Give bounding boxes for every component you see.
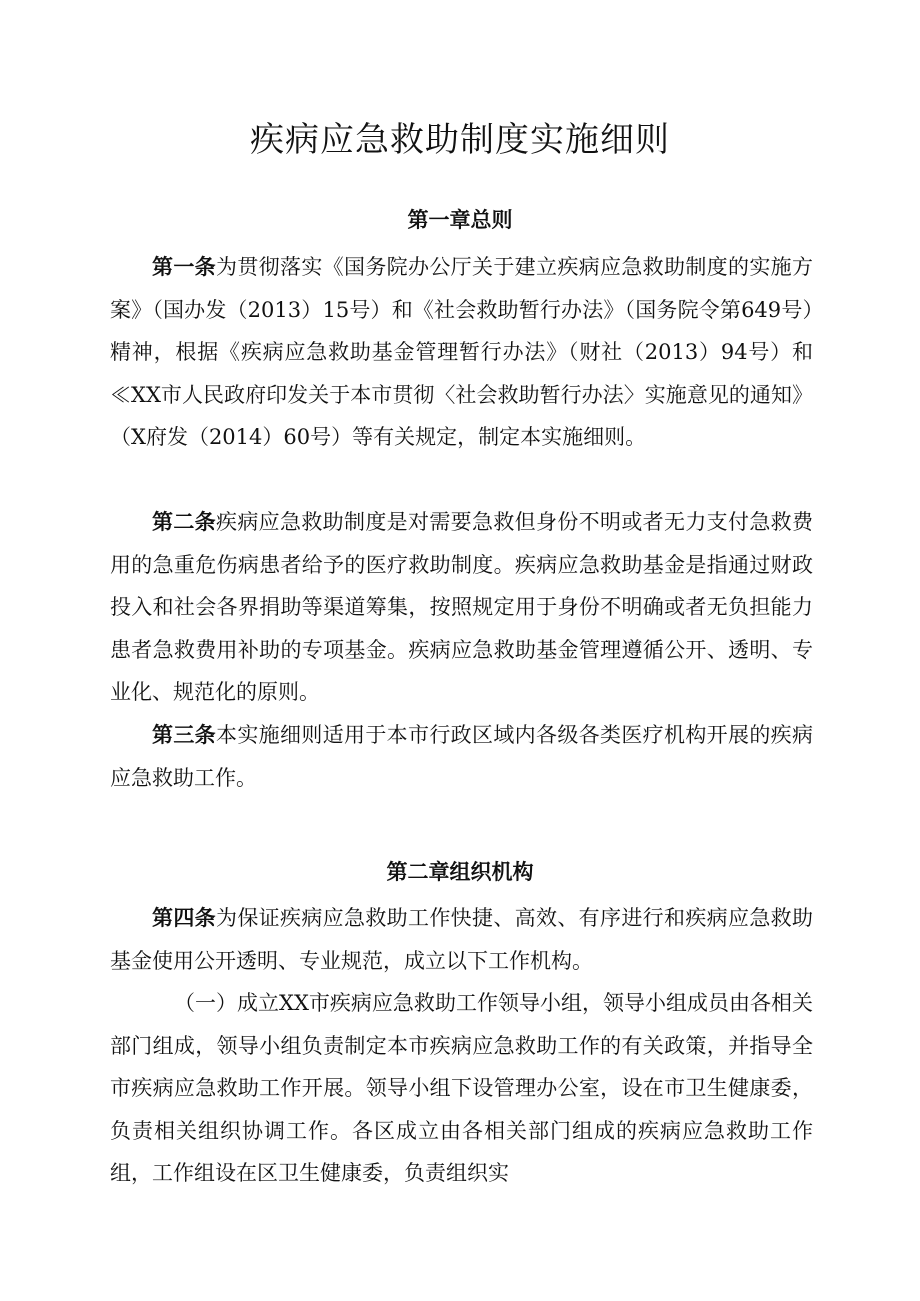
article-label: 第一条 [152, 254, 216, 279]
article-paragraph [110, 246, 813, 459]
article-paragraph [110, 714, 813, 799]
article-text: 为贯彻落实《国务院办公厅关于建立疾病应急救助制度的实施方案》（国办发（2013）15号）和《社会救助暂行办法》（国务院令第649号）精神，根据《疾病应急救助基金管理暂行办法》（财社（2013）94号）和≪XX市人民政府印发关于本市贯彻〈社会救助暂行办法〉实施意见的通知》（X府发（2014）60号）等有关规定，制定本实施细则。 [110, 255, 813, 450]
article-paragraph [110, 897, 813, 982]
document-title: 疾病应急救助制度实施细则 [250, 120, 670, 160]
article-text: 本实施细则适用于本市行政区域内各级各类医疗机构开展的疾病应急救助工作。 [110, 723, 813, 790]
article-label: 第四条 [152, 905, 216, 930]
list-item-paragraph: （一）成立XX市疾病应急救助工作领导小组，领导小组成员由各相关部门组成，领导小组负责制定本市疾病应急救助工作的有关政策，并指导全市疾病应急救助工作开展。领导小组下设管理办公室，设在市卫生健康委，负责相关组织协调工作。各区成立由各相关部门组成的疾病应急救助工作组，工作组设在区卫生健康委，负责组织实 [110, 991, 813, 1186]
chapter-heading: 第一章总则 [407, 207, 513, 232]
article-label: 第三条 [152, 722, 216, 747]
article-paragraph [110, 501, 813, 714]
article-label: 第二条 [152, 509, 216, 534]
chapter-heading: 第二章组织机构 [386, 859, 534, 884]
article-text: 疾病应急救助制度是对需要急救但身份不明或者无力支付急救费用的急重危伤病患者给予的医疗救助制度。疾病应急救助基金是指通过财政投入和社会各界捐助等渠道筹集，按照规定用于身份不明确或者无负担能力患者急救费用补助的专项基金。疾病应急救助基金管理遵循公开、透明、专业化、规范化的原则。 [110, 510, 813, 705]
article-text: 为保证疾病应急救助工作快捷、高效、有序进行和疾病应急救助基金使用公开透明、专业规范，成立以下工作机构。 [110, 906, 813, 973]
